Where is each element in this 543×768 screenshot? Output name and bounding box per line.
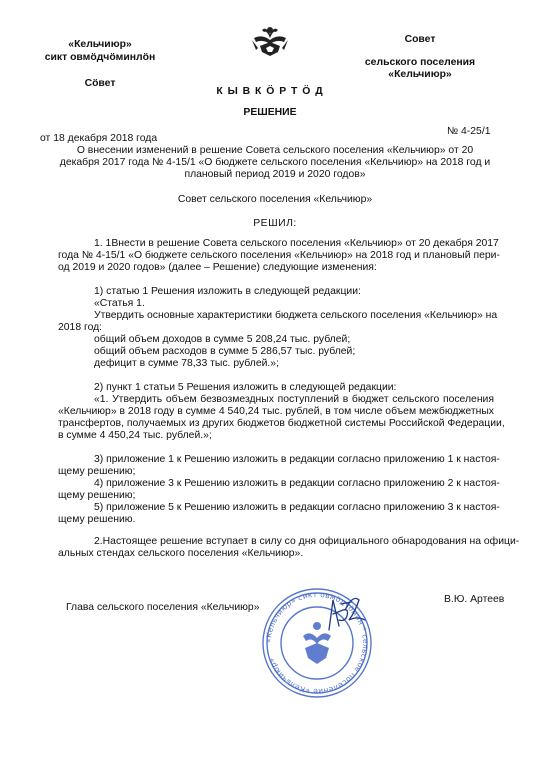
document-number: № 4-25/1: [447, 126, 491, 137]
item1-line1: Утвердить основные характеристики бюджета сельского поселения «Кельчиюр» на: [94, 310, 498, 321]
item1-article: «Статья 1.: [94, 298, 145, 309]
item2-line3: трансфертов, получаемых из других бюджетов бюджетной системы Российской Федерации,: [58, 418, 505, 429]
item1-deficit: дефицит в сумме 78,33 тыс. рублей.»;: [94, 358, 279, 369]
subject-line3: плановый период 2019 и 2020 годов»: [184, 169, 366, 180]
item2-line2: «Кельчиюр» в 2018 году в сумме 4 540,24 тыс. рублей, в том числе объем межбюджетных: [58, 406, 494, 417]
header-left-line3: Сӧвет: [84, 78, 116, 89]
seal-outer-text: «Кельчиюр» сикт овмӧдчӧмин * сельское поселение «Кельчиюр»: [263, 589, 371, 697]
subject-line1: О внесении изменений в решение Совета сельского поселения «Кельчиюр» от 20: [76, 145, 474, 156]
header-left-line1: «Кельчиюр»: [68, 39, 132, 50]
document-date: от 18 декабря 2018 года: [40, 133, 158, 144]
item2-heading: 2) пункт 1 статьи 5 Решения изложить в следующей редакции:: [94, 382, 397, 393]
item1-income: общий объем доходов в сумме 5 208,24 тыс. рублей;: [94, 334, 351, 345]
header-left-line2: сикт овмӧдчӧминлӧн: [44, 52, 156, 63]
item1-line2: 2018 год:: [58, 322, 103, 333]
handwritten-signature: [325, 590, 367, 634]
item2-line4: в сумме 4 450,24 тыс. рублей.»;: [58, 430, 212, 441]
item3-line2: щему решению;: [58, 466, 136, 477]
header-right-line2: сельского поселения: [364, 57, 476, 68]
document-title: РЕШЕНИЕ: [243, 107, 297, 118]
item5-line1: 5) приложение 5 к Решению изложить в редакции согласно приложению 3 к настоя-: [94, 502, 500, 513]
header-right-line3: «Кельчиюр»: [388, 69, 452, 80]
para1-line1: 1. 1Внести в решение Совета сельского поселения «Кельчиюр» от 20 декабря 2017: [94, 238, 499, 249]
subject-line2: декабря 2017 года № 4-15/1 «О бюджете сельского поселения «Кельчиюр» на 2018 год и: [59, 157, 491, 168]
para2-line1: 2.Настоящее решение вступает в силу со дня официального обнародования на офици-: [94, 536, 520, 547]
komi-title: К Ы В К Ӧ Р Т Ӧ Д: [216, 86, 324, 97]
resolved-heading: РЕШИЛ:: [253, 218, 297, 229]
item4-line1: 4) приложение 3 к Решению изложить в редакции согласно приложению 2 к настоя-: [94, 478, 500, 489]
para2-line2: альных стендах сельского поселения «Кельчиюр».: [58, 548, 304, 559]
signatory-name: В.Ю. Артеев: [444, 594, 505, 605]
item2-line1: «1. Утвердить объем безвозмездных поступлений в бюджет сельского поселения: [94, 394, 494, 405]
coat-of-arms-icon: [248, 24, 292, 60]
para1-line3: од 2019 и 2020 годов» (далее – Решение) следующие изменения:: [58, 262, 377, 273]
council-line: Совет сельского поселения «Кельчиюр»: [177, 194, 373, 205]
signatory-position: Глава сельского поселения «Кельчиюр»: [66, 602, 260, 613]
item4-line2: щему решению;: [58, 490, 136, 501]
item5-line2: щему решению.: [58, 514, 136, 525]
item1-heading: 1) статью 1 Решения изложить в следующей редакции:: [94, 286, 361, 297]
para1-line2: года № 4-15/1 «О бюджете сельского поселения «Кельчиюр» на 2018 год и плановый пери-: [58, 250, 500, 261]
item1-expenses: общий объем расходов в сумме 5 286,57 тыс. рублей;: [94, 346, 356, 357]
header-right-line1: Совет: [404, 34, 436, 45]
item3-line1: 3) приложение 1 к Решению изложить в редакции согласно приложению 1 к настоя-: [94, 454, 500, 465]
